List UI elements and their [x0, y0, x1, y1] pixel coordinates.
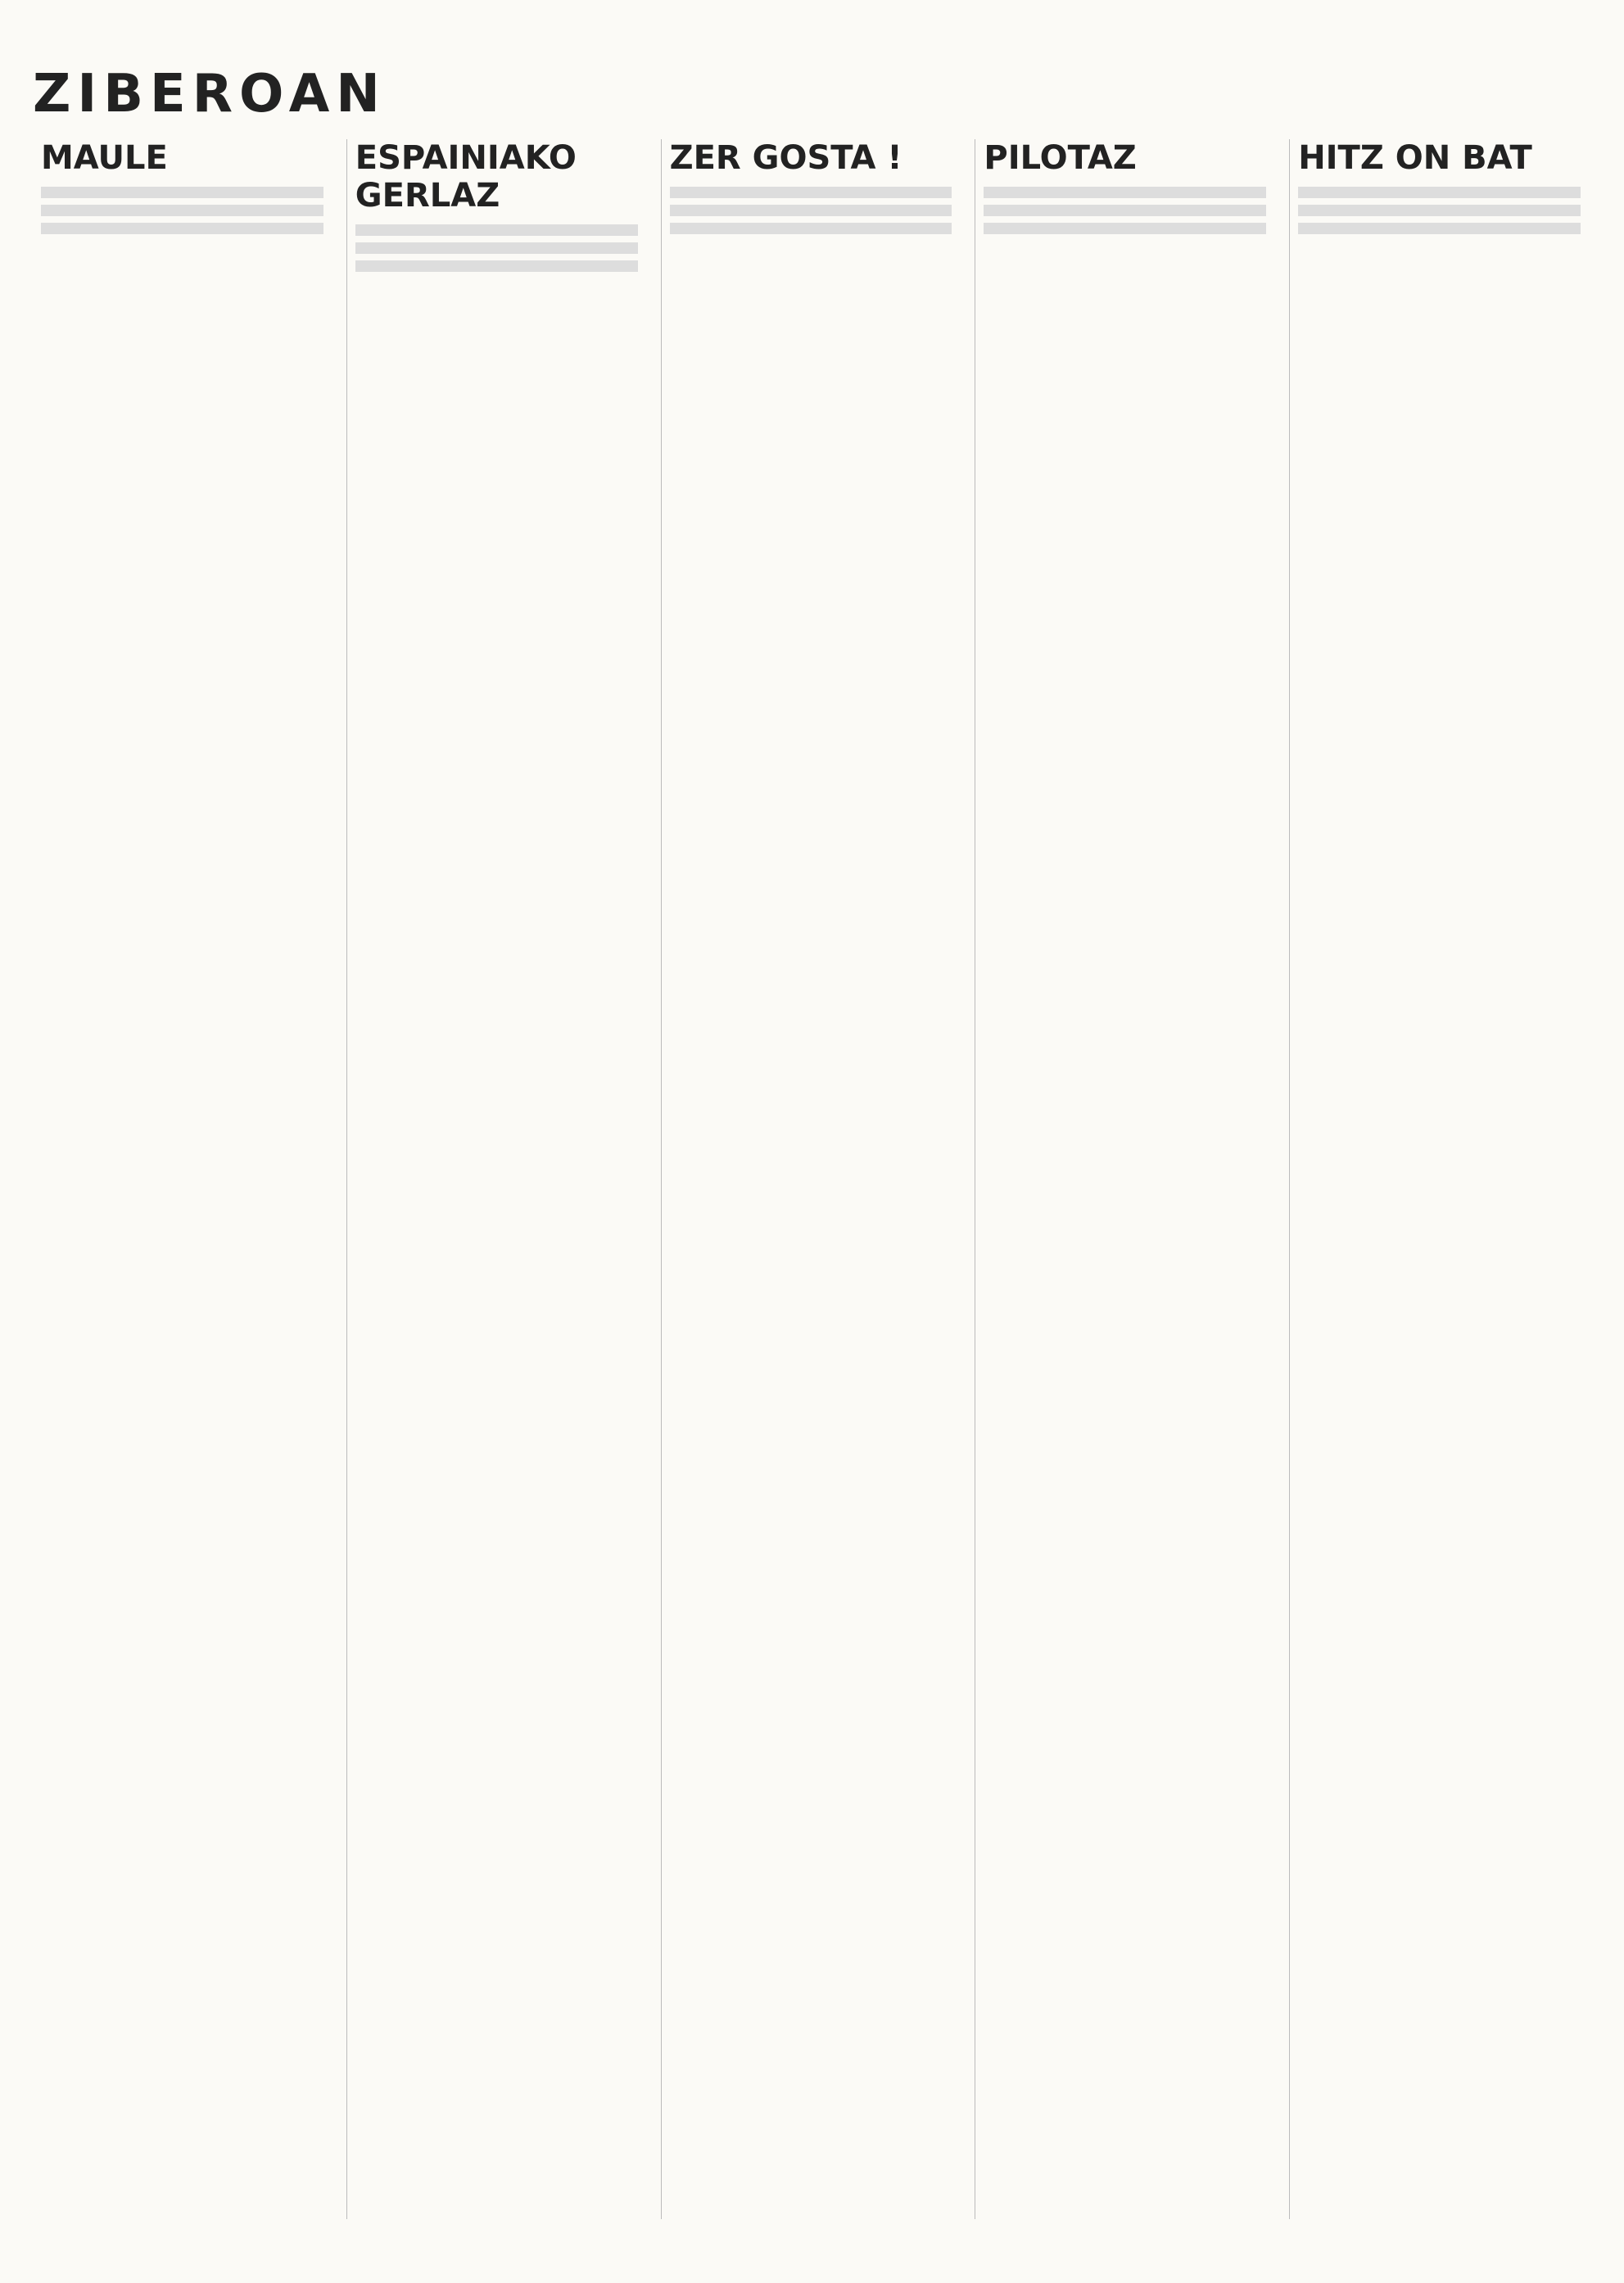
text-placeholder [355, 242, 638, 254]
masthead [33, 66, 1589, 123]
text-placeholder [670, 205, 952, 216]
text-placeholder [984, 205, 1266, 216]
columns [33, 139, 1589, 2219]
text-placeholder [355, 224, 638, 236]
text-placeholder [1298, 187, 1581, 198]
text-placeholder [41, 205, 323, 216]
text-placeholder [355, 260, 638, 272]
column [346, 139, 646, 2219]
column-heading: HITZ ON BAT [1298, 139, 1532, 177]
column [33, 139, 332, 2219]
text-placeholder [984, 187, 1266, 198]
text-placeholder [670, 223, 952, 234]
column-heading: ZER GOSTA ! [669, 139, 902, 177]
text-placeholder [984, 223, 1266, 234]
text-placeholder [670, 187, 952, 198]
column-heading: MAULE [41, 139, 168, 177]
column [661, 139, 961, 2219]
column-heading: ESPAINIAKO GERLAZ [355, 139, 577, 215]
column-heading: PILOTAZ [984, 139, 1137, 177]
masthead-title: ZIBEROAN [33, 64, 387, 124]
text-placeholder [41, 223, 323, 234]
column [1289, 139, 1589, 2219]
text-placeholder [41, 187, 323, 198]
text-placeholder [1298, 205, 1581, 216]
text-placeholder [1298, 223, 1581, 234]
column [975, 139, 1274, 2219]
